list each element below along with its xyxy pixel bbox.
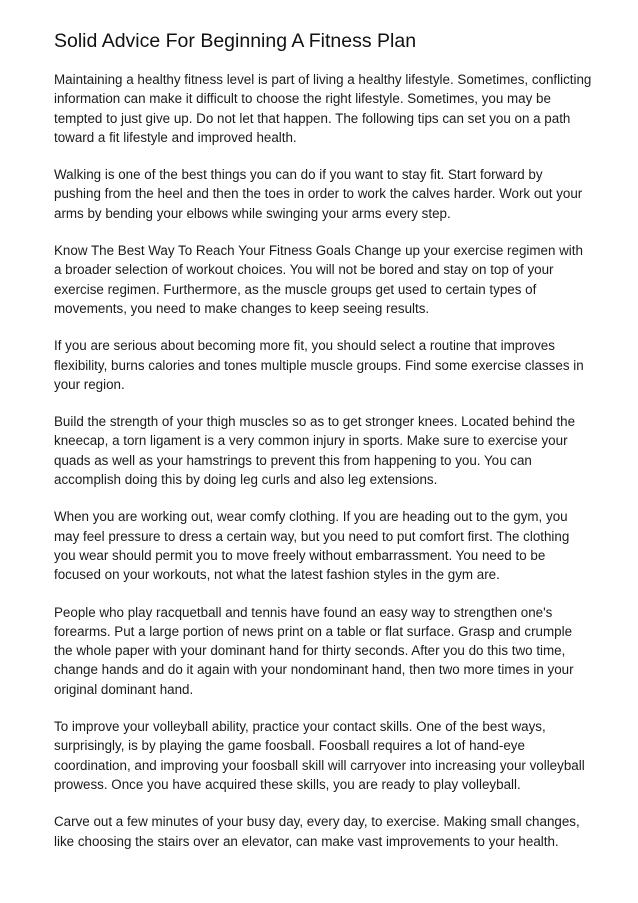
paragraph-forearms: People who play racquetball and tennis have found an easy way to strengthen one's forearms. Put a large portion of news print on a table or flat surface. Grasp and crumple the whole paper with your dominant hand for thirty seconds. After you do this two time, change hands and do it again with your nondominant hand, then two more times in your original dominant hand. bbox=[54, 604, 574, 697]
paragraph-thigh-muscles: Build the strength of your thigh muscles so as to get stronger knees. Located behind the kneecap, a torn ligament is a very common injury in sports. Make sure to exercise your quads as well as your hamstrings to prevent this from happening to you. You can accomplish doing this by doing leg curls and also leg extensions. bbox=[54, 414, 576, 488]
paragraph-routine: If you are serious about becoming more fit, you should select a routine that improves flexibility, burns calories and tones multiple muscle groups. Find some exercise classes in your region. bbox=[54, 338, 584, 392]
page-title: Solid Advice For Beginning A Fitness Plan bbox=[54, 30, 417, 52]
paragraph-walking: Walking is one of the best things you can do if you want to stay fit. Start forward by pushing from the heel and then the toes in order to work the calves harder. Work out your arms by bending your elbows while swinging your arms every step. bbox=[54, 167, 583, 221]
article-body bbox=[54, 70, 592, 851]
paragraph-daily-exercise: Carve out a few minutes of your busy day, every day, to exercise. Making small changes, like choosing the stairs over an elevator, can make vast improvements to your health. bbox=[54, 814, 580, 849]
paragraph-intro: Maintaining a healthy fitness level is part of living a healthy lifestyle. Sometimes, conflicting information can make it difficult to choose the right lifestyle. Sometimes, you may be tempted to just give up. Do not let that happen. The following tips can set you on a path toward a fit lifestyle and improved health. bbox=[54, 72, 592, 145]
paragraph-volleyball: To improve your volleyball ability, practice your contact skills. One of the best ways, surprisingly, is by playing the game foosball. Foosball requires a lot of hand-eye coordination, and improving your foosball skill will carryover into increasing your volleyball prowess. Once you have acquired these skills, you are ready to play volleyball. bbox=[54, 719, 585, 792]
paragraph-fitness-goals: Know The Best Way To Reach Your Fitness Goals Change up your exercise regimen with a broader selection of workout choices. You will not be bored and stay on top of your exercise regimen. Furthermore, as the muscle groups get used to certain types of movements, you need to make changes to keep seeing results. bbox=[54, 243, 583, 316]
paragraph-clothing: When you are working out, wear comfy clothing. If you are heading out to the gym, you may feel pressure to dress a certain way, but you need to put comfort first. The clothing you wear should permit you to move freely without embarrassment. You need to be focused on your workouts, not what the latest fashion styles in the gym are. bbox=[54, 509, 570, 583]
